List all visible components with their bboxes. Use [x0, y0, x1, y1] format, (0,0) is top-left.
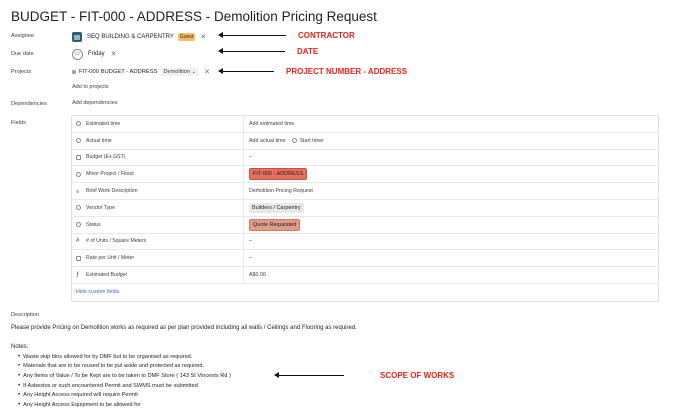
projects-label: Projects	[11, 69, 32, 75]
arrow-icon	[222, 71, 274, 72]
project-section-select[interactable]: Demolition ⌄	[161, 68, 200, 76]
list-item: • Waste skip bins allowed for by DMF but to be organised as required.	[18, 352, 231, 362]
project-color-icon	[72, 70, 76, 74]
currency-icon	[76, 256, 81, 261]
list-item: • Any Height Access Equipment to be allowed for	[18, 400, 231, 410]
field-name: Status	[86, 221, 101, 228]
arrow-icon	[278, 375, 344, 376]
start-timer-label[interactable]: Start timer	[299, 137, 324, 144]
field-row-rate	[72, 250, 658, 267]
hash-icon: #	[76, 237, 80, 244]
project-number-annotation	[222, 67, 407, 76]
assignee-name[interactable]: SEQ BUILDING & CARPENTRY	[87, 34, 174, 40]
dropdown-icon	[76, 222, 81, 227]
scope-annotation-text: SCOPE OF WORKS	[380, 371, 455, 380]
description-text[interactable]: Please provide Pricing on Demolition works as required as per plan provided including all walls / Ceilings and Flooring as required.	[11, 325, 357, 331]
field-name: Vendor Type	[86, 204, 116, 211]
field-row-brief-description	[72, 183, 658, 200]
timer-icon	[292, 138, 297, 143]
field-name: Minor Project / Fitout	[86, 171, 134, 178]
project-field[interactable]	[72, 67, 210, 77]
field-value-text[interactable]: Add actual time	[249, 137, 286, 144]
notes-list	[18, 352, 231, 410]
dependencies-label: Dependencies	[11, 101, 47, 107]
field-name: # of Units / Square Meters	[86, 238, 147, 245]
arrow-icon	[222, 51, 285, 52]
project-name[interactable]: FIT-000 BUDGET - ADDRESS	[79, 69, 158, 75]
date-annotation	[222, 47, 318, 56]
field-name: Budget (Ex GST)	[86, 154, 126, 161]
start-timer-button[interactable]	[292, 138, 324, 144]
company-avatar-icon	[72, 32, 82, 42]
minor-project-pill[interactable]: FIT-000 - ADDRESS	[249, 168, 307, 180]
date-annotation-text: DATE	[297, 47, 319, 56]
dropdown-icon	[76, 205, 81, 210]
guest-badge: Guest	[179, 34, 194, 40]
notes-label: Notes:	[11, 344, 29, 350]
field-value[interactable]	[244, 183, 658, 199]
field-value[interactable]	[244, 217, 658, 233]
field-value[interactable]	[244, 267, 658, 283]
field-value-text[interactable]: Demolition Pricing Request	[249, 188, 313, 195]
field-name: Estimated time	[86, 120, 121, 127]
clock-icon	[76, 138, 81, 143]
field-value[interactable]	[244, 200, 658, 216]
field-value[interactable]	[244, 250, 658, 266]
assignee-label: Assignee	[11, 33, 35, 39]
field-value-text[interactable]: –	[249, 255, 252, 262]
field-name: Rate per Unit / Meter	[86, 255, 135, 262]
list-item: • Any Items of Value / To be Kept are to be taken to DMF Store ( 143 St Vincents Rd )	[18, 371, 231, 381]
due-date-value[interactable]: Friday	[88, 51, 105, 57]
contractor-annotation	[222, 31, 355, 40]
text-icon: ≡	[76, 188, 80, 195]
due-date-label: Due date	[11, 51, 34, 57]
fields-label: Fields	[11, 120, 26, 126]
custom-fields-table	[71, 115, 659, 302]
field-name: Brief Work Description	[86, 188, 138, 195]
add-to-projects-link[interactable]: Add to projects	[72, 84, 109, 90]
formula-icon: ƒ	[76, 271, 80, 278]
arrow-icon	[222, 35, 286, 36]
field-row-status	[72, 217, 658, 234]
field-value[interactable]	[244, 150, 658, 166]
hide-custom-fields-link[interactable]: Hide custom fields	[76, 289, 120, 296]
list-item: • If Asbestos or such encountered Permit and SWMS must be submitted	[18, 381, 231, 391]
clear-due-date-icon[interactable]: ✕	[110, 50, 117, 58]
vendor-type-pill[interactable]: Builders / Carpentry	[249, 203, 304, 213]
description-label: Description	[11, 312, 39, 318]
field-name: Actual time	[86, 137, 112, 144]
task-title[interactable]: BUDGET - FIT-000 - ADDRESS - Demolition Pricing Request	[11, 9, 377, 24]
field-row-budget	[72, 150, 658, 167]
status-pill[interactable]: Quote Requested	[249, 219, 300, 231]
field-value[interactable]	[244, 166, 658, 182]
contractor-annotation-text: CONTRACTOR	[298, 31, 355, 40]
field-row-vendor-type	[72, 200, 658, 217]
field-value[interactable]	[244, 234, 658, 250]
remove-assignee-icon[interactable]: ✕	[200, 33, 207, 41]
field-row-minor-project	[72, 166, 658, 183]
clock-icon	[76, 121, 81, 126]
remove-project-icon[interactable]: ✕	[204, 68, 211, 76]
scope-annotation	[278, 371, 454, 380]
dropdown-icon	[76, 172, 81, 177]
calendar-icon: ▭	[72, 49, 83, 60]
currency-icon	[76, 155, 81, 160]
list-item: • Materials that are to be reused to be put aside and protected as required.	[18, 362, 231, 372]
add-dependencies-link[interactable]: Add dependencies	[72, 100, 118, 106]
field-row-estimated-budget	[72, 267, 658, 284]
field-value[interactable]	[244, 133, 658, 149]
field-value-text[interactable]: Add estimated time	[249, 120, 295, 127]
field-row-units	[72, 234, 658, 251]
field-row-estimated-time	[72, 116, 658, 133]
due-date-field[interactable]	[72, 48, 117, 60]
field-value[interactable]	[244, 116, 658, 132]
project-number-annotation-text: PROJECT NUMBER - ADDRESS	[286, 67, 408, 76]
assignee-field[interactable]	[72, 31, 206, 43]
field-name: Estimated Budget	[86, 272, 127, 279]
list-item: • Any Height Access required will require Permit	[18, 390, 231, 400]
field-row-actual-time	[72, 133, 658, 150]
field-value-text[interactable]: A$0.00	[249, 272, 266, 279]
field-value-text[interactable]: –	[249, 154, 252, 161]
field-value-text[interactable]: –	[249, 238, 252, 245]
